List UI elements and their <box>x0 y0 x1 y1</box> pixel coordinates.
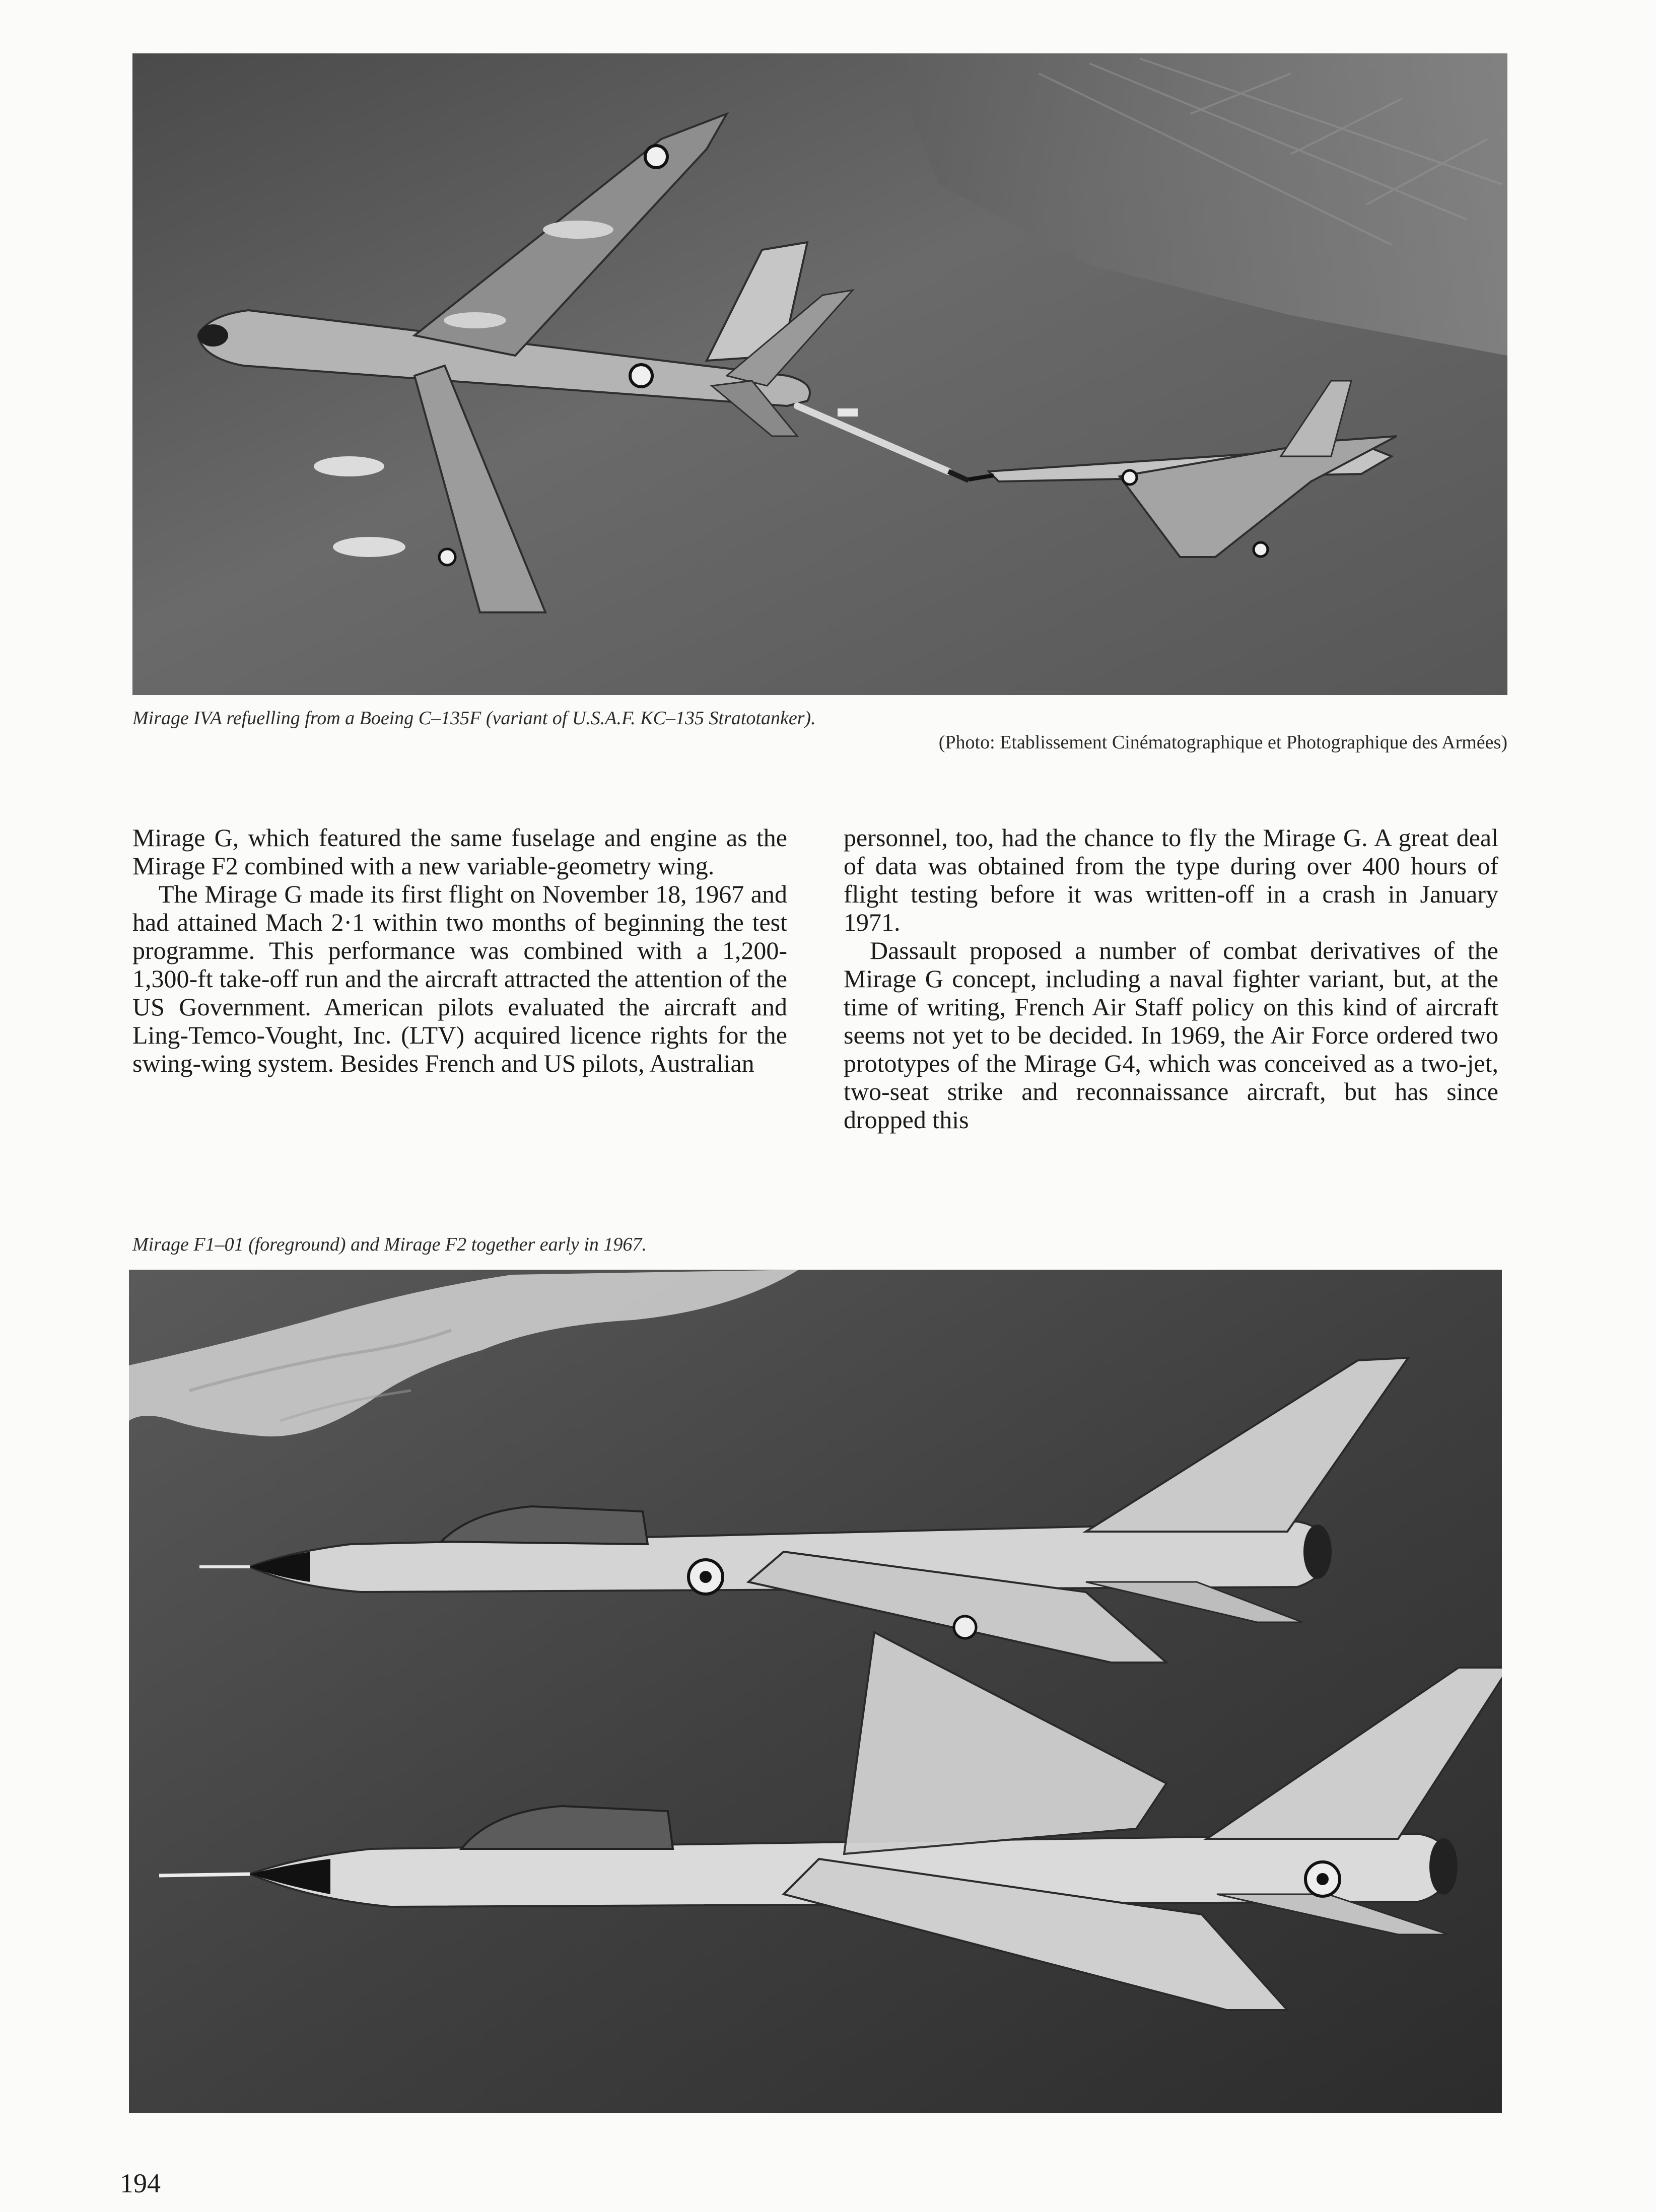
formation-photo-image <box>129 1270 1502 2113</box>
refuelling-photo <box>132 53 1507 695</box>
paragraph: personnel, too, had the chance to fly the Mirage G. A great deal of data was obtained from the type during over 400 hours of flight testing before it was written-off in a crash in January 1971. <box>844 823 1498 936</box>
text-column-right <box>844 823 1498 1134</box>
caption-text: Mirage IVA refuelling from a Boeing C–135F (variant of U.S.A.F. KC–135 Stratotanker). <box>132 708 816 729</box>
paragraph: Mirage G, which featured the same fuselage and engine as the Mirage F2 combined with a new variable-geometry wing. <box>132 823 787 880</box>
formation-photo <box>129 1270 1502 2113</box>
page-number: 194 <box>120 2168 161 2198</box>
paragraph: Dassault proposed a number of combat derivatives of the Mirage G concept, including a naval fighter variant, but, at the time of writing, French Air Staff policy on this kind of aircraft seems not yet to be decided. In 1969, the Air Force ordered two prototypes of the Mirage G4, which was conceived as a two-jet, two-seat strike and reconnaissance aircraft, but has since dropped this <box>844 936 1498 1134</box>
refuelling-photo-image <box>132 53 1507 695</box>
paragraph: The Mirage G made its first flight on November 18, 1967 and had attained Mach 2·1 within two months of beginning the test programme. This performance was combined with a 1,200-1,300-ft take-off run and the aircraft attracted the attention of the US Government. American pilots evaluated the aircraft and Ling-Temco-Vought, Inc. (LTV) acquired licence rights for the swing-wing system. Besides French and US pilots, Australian <box>132 880 787 1077</box>
photo-caption-top <box>132 706 1507 754</box>
photo-credit: (Photo: Etablissement Cinématographique et Photographique des Armées) <box>938 732 1507 753</box>
photo-caption-bottom: Mirage F1–01 (foreground) and Mirage F2 together early in 1967. <box>132 1234 647 1255</box>
text-column-left <box>132 823 787 1077</box>
